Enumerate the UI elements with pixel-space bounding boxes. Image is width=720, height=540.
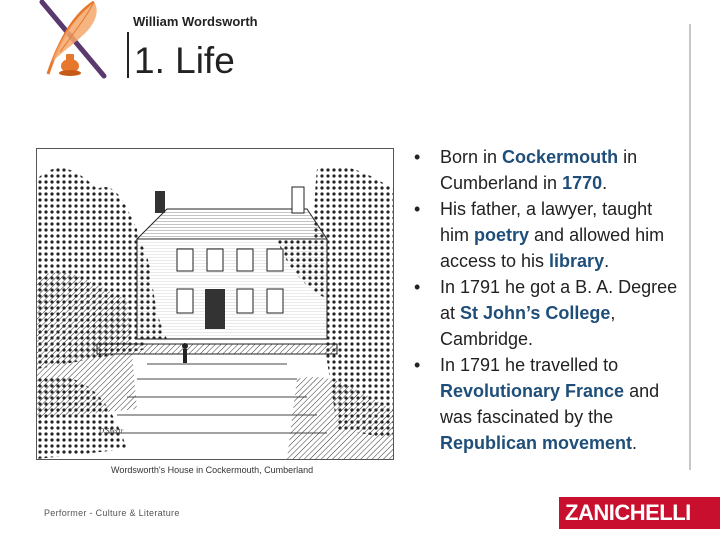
- bullet-text: in Cumberland in: [440, 147, 638, 193]
- highlighted-term: Revolutionary France: [440, 381, 625, 401]
- bullet-text: .: [632, 433, 638, 453]
- header-author: William Wordsworth: [133, 14, 258, 29]
- quill-inkwell-logo-icon: [38, 0, 110, 80]
- highlighted-term: poetry: [474, 225, 530, 245]
- bullet-dot-icon: •: [414, 147, 421, 167]
- bullet-dot-icon: •: [414, 277, 421, 297]
- bullet-item: [410, 352, 682, 456]
- footer-text: Performer - Culture & Literature: [44, 508, 180, 518]
- figure-caption: Wordsworth's House in Cockermouth, Cumberland: [111, 465, 314, 475]
- page-title: 1. Life: [134, 40, 235, 81]
- bullet-text: and was fascinated by the: [440, 381, 660, 427]
- right-divider: [689, 24, 691, 470]
- bullet-text: In 1791 he got a B. A. Degree at: [440, 277, 678, 323]
- bullet-item: [410, 274, 682, 352]
- bullet-text: .: [604, 251, 610, 271]
- header-divider: [127, 32, 129, 78]
- bullet-text: , Cambridge.: [440, 303, 616, 349]
- bullet-text: .: [602, 173, 608, 193]
- artist-signature: D.Shertr: [99, 427, 124, 435]
- house-illustration: [36, 148, 394, 460]
- highlighted-term: St John’s College: [460, 303, 611, 323]
- bullet-text: Born in: [440, 147, 503, 167]
- highlighted-term: Cockermouth: [502, 147, 619, 167]
- bullet-dot-icon: •: [414, 199, 421, 219]
- bullet-item: [410, 196, 682, 274]
- zanichelli-brand-logo: ZANICHELLI: [559, 497, 720, 529]
- bullet-dot-icon: •: [414, 355, 421, 375]
- highlighted-term: Republican movement: [440, 433, 633, 453]
- bullet-item: [410, 144, 682, 196]
- bullet-text: His father, a lawyer, taught him: [440, 199, 653, 245]
- highlighted-term: 1770: [562, 173, 603, 193]
- bullet-list: [410, 144, 682, 456]
- bullet-text: In 1791 he travelled to: [440, 355, 619, 375]
- highlighted-term: library: [549, 251, 605, 271]
- bullet-text: and allowed him access to his: [440, 225, 665, 271]
